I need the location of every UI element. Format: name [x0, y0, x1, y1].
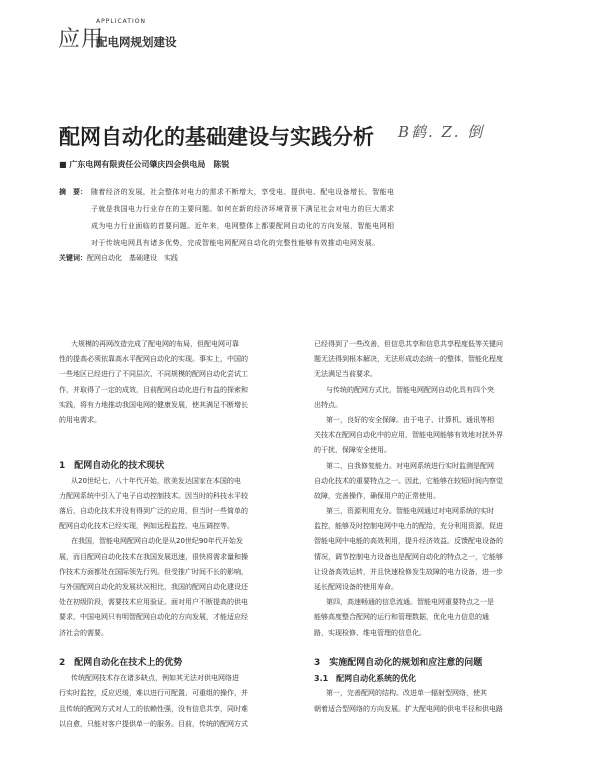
- abstract: [59, 184, 547, 247]
- body-line: 性的提高必须依靠高水平配网自动化的实现。事实上，中国的: [59, 355, 248, 364]
- body-line: 智能电网中电能的高效利用，提升经济效益。反馈配电设备的: [314, 537, 503, 546]
- keywords-text: 配网自动化 基础建设 实践: [87, 254, 178, 262]
- body-line: 传统配网技术存在诸多缺点，例如其无法对供电网络进: [71, 674, 239, 683]
- section-heading: 3.1 配网自动化系统的优化: [314, 674, 417, 684]
- body-line: 从20世纪七、八十年代开始，欧美发达国家在本国的电: [71, 476, 241, 485]
- body-line: 力配网系统中引入了电子自动控制技术。因当时的科技水平较: [59, 491, 248, 500]
- keywords-label: 关键词：: [59, 254, 87, 262]
- section-heading: 1 配网自动化的技术现状: [59, 460, 165, 471]
- body-line: 延长配网设备的使用寿命。: [314, 583, 398, 591]
- spacer: [59, 641, 296, 656]
- body-line: 情况，调节控制电力设备也是配网自动化的特点之一，它能够: [314, 552, 503, 561]
- body-line: 题无法得到根本解决，无法形成动态统一的整体，智能化程度: [314, 355, 503, 364]
- body-line: 以自愈，只能对客户提供单一的服务。目前，传统的配网方式: [59, 719, 248, 728]
- abstract-line: 对于传统电网具有诸多优势，完成智能电网配网自动化的完整性能够有效推动电网发展。: [91, 239, 380, 247]
- keywords: [59, 253, 178, 263]
- body-line: 的干扰，保障安全使用。: [314, 446, 391, 455]
- body-column-right: [314, 337, 550, 717]
- body-line: 要求，中国电网只有明智配网自动化的方向发展，才能适应经: [59, 613, 248, 622]
- body-line: 无法满足当前要求。: [314, 370, 377, 379]
- body-line: 与传统的配网方式比，智能电网配网自动化具有四个突: [326, 385, 494, 394]
- body-line: 第二，自我修复能力。对电网系统进行实时监测是配网: [326, 461, 494, 470]
- body-line: 第三，资源利用充分。智能电网通过对电网系统的实时: [326, 507, 494, 516]
- body-line: 已经得到了一些改善，但信息共享和信息共享程度低等关键问: [314, 340, 503, 348]
- abstract-line: 成为电力行业面临的首要问题。近年来，电网整体上都要配网自动化的方向发展，智能电网相: [91, 222, 395, 230]
- body-line: 济社会的需要。: [59, 628, 108, 637]
- body-line: 处在初级阶段，需要技术应用验证。面对用户不断提高的供电: [59, 598, 248, 607]
- body-line: 行实时监控，反应迟缓，难以进行可配置、可重组的操作，并: [59, 689, 248, 698]
- body-line: 配网自动化技术已经实现，例如远程监控、电压调控等。: [59, 522, 234, 531]
- body-line: 在我国，智能电网配网自动化是从20世纪90年代开始发: [71, 537, 243, 546]
- body-line: 第一，完善配网的结构。改进单一辐射型网络，使其: [326, 689, 487, 698]
- body-line: 且传统的配网方式对人工的依赖性强，没有信息共享，同时难: [59, 704, 248, 713]
- body-line: 与外国配网自动化的发展状况相比，我国的配网自动化建设还: [59, 583, 248, 592]
- body-line: 展，而目配网自动化技术在我国发展迅速，很快将需求量和操: [59, 552, 248, 561]
- body-line: 让设备高效运转，并且快速检修发生故障的电力设备，进一步: [314, 567, 503, 576]
- abstract-label: 摘 要：: [59, 188, 87, 196]
- body-column-left: [59, 337, 296, 732]
- body-line: 出特点。: [314, 400, 342, 409]
- body-line: 实践，将有力地推动我国电网的健康发展，使其满足不断增长: [59, 400, 248, 409]
- header-application: APPLICATION: [96, 18, 146, 25]
- body-line: 关技术在配网自动化中的应用，智能电网能够有效地对扰外界: [314, 431, 503, 440]
- body-line: 一些地区已经进行了不同层次、不同规模的配网自动化尝试工: [59, 370, 248, 379]
- body-line: 朝着适合型网络的方向发展。扩大配电网的供电半径和供电路: [314, 704, 503, 713]
- spacer: [314, 641, 550, 656]
- body-line: 的用电需求。: [59, 415, 101, 424]
- handwritten-note: B鹤. Z. 倒: [398, 123, 485, 141]
- body-line: 第四，高速畅通的信息流通。智能电网重要特点之一是: [326, 598, 494, 607]
- header-brand: 应用: [58, 27, 105, 52]
- body-line: 落后，自动化技术并没有得到广泛的应用，但当时一些简单的: [59, 507, 248, 516]
- author-byline: ■ 广东电网有限责任公司肇庆四会供电局 陈锐: [59, 160, 230, 169]
- body-line: 第一，良好的安全保障。由于电子、计算机、通讯等相: [326, 415, 494, 424]
- body-line: 监控，能够及时控制电网中电力的配给，充分利用资源，促进: [314, 522, 503, 531]
- article-title: 配网自动化的基础建设与实践分析: [59, 124, 374, 149]
- body-line: 故障，完善操作，确保用户的正常使用。: [314, 491, 440, 500]
- body-line: 路，实现检修、维电管理的信息化。: [314, 628, 426, 637]
- body-line: 能够高度整合配网的运行和管理数据，优化电力信息的通: [314, 613, 489, 622]
- section-heading: 3 实施配网自动化的规划和应注意的问题: [314, 657, 483, 668]
- body-line: 大规模的再网改造完成了配电网的布局，但配电网可靠: [71, 340, 239, 348]
- abstract-line: 随着经济的发展，社会整体对电力的需求不断增大，享受电、提供电、配电设备增长，智能电: [91, 188, 395, 196]
- spacer: [59, 428, 296, 458]
- abstract-line: 子就是我国电力行业存在的主要问题。如何在新的经济环境背景下满足社会对电力的巨大需求: [91, 205, 395, 213]
- section-heading: 2 配网自动化在技术上的优势: [59, 657, 183, 668]
- body-line: 作技术方面都处在国际领先行列。但受推广时间不长的影响，: [59, 567, 248, 576]
- header-column-name: 配电网规划建设: [96, 35, 177, 49]
- body-line: 自动化技术的重要特点之一。因此，它能够在较短时间内察觉: [314, 476, 503, 485]
- body-line: 作，并取得了一定的成效，目前配网自动化进行有益的探索和: [59, 385, 248, 394]
